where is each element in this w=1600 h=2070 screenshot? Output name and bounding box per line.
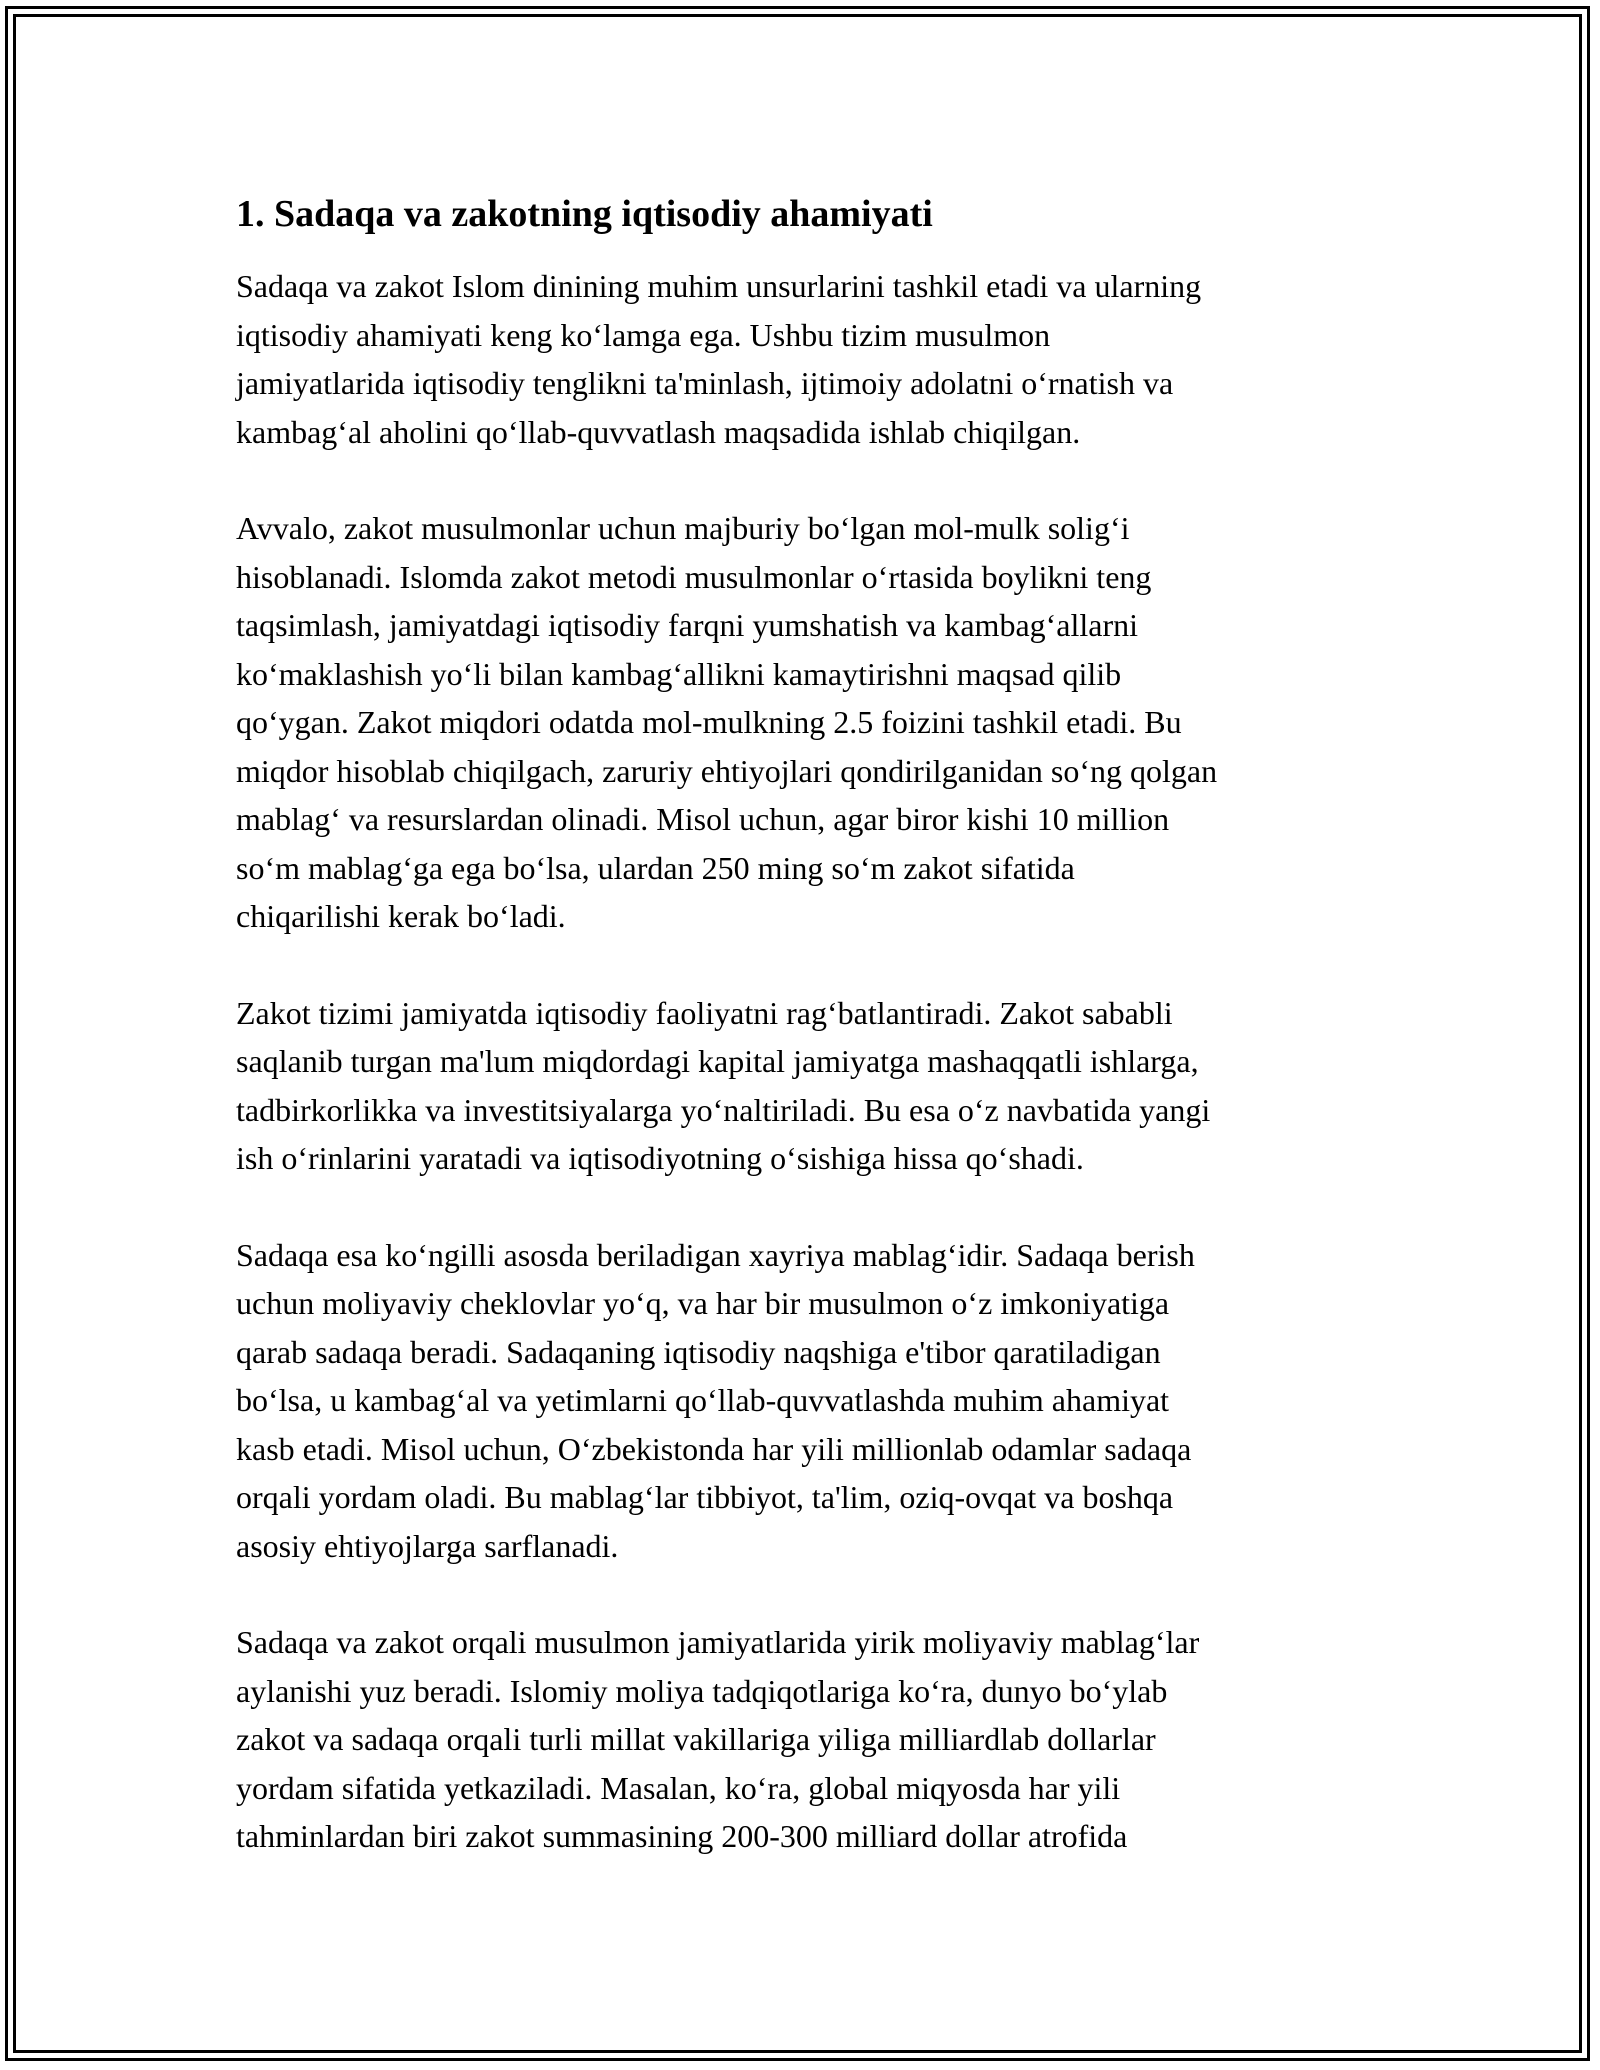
paragraph-1 [236,262,1386,456]
text-line: jamiyatlarida iqtisodiy tenglikni ta'minlash, ijtimoiy adolatni o‘rnatish va [236,365,1174,401]
text-line: saqlanib turgan ma'lum miqdordagi kapital jamiyatga mashaqqatli ishlarga, [236,1043,1199,1079]
text-line: ish o‘rinlarini yaratadi va iqtisodiyotning o‘sishiga hissa qo‘shadi. [236,1140,1084,1176]
paragraph-5 [236,1618,1386,1861]
section-heading: 1. Sadaqa va zakotning iqtisodiy ahamiyati [236,193,933,235]
text-line: ko‘maklashish yo‘li bilan kambag‘allikni kamaytirishni maqsad qilib [236,655,1122,692]
document-body [236,188,1386,1909]
text-line: qarab sadaqa beradi. Sadaqaning iqtisodiy naqshiga e'tibor qaratiladigan [236,1333,1161,1370]
text-line: taqsimlash, jamiyatdagi iqtisodiy farqni yumshatish va kambag‘allarni [236,607,1139,643]
text-line: Avvalo, zakot musulmonlar uchun majburiy bo‘lgan mol-mulk solig‘i [236,510,1130,546]
text-line: Zakot tizimi jamiyatda iqtisodiy faoliyatni rag‘batlantiradi. Zakot sababli [236,994,1173,1031]
text-line: so‘m mablag‘ga ega bo‘lsa, ulardan 250 ming so‘m zakot sifatida [236,849,1075,886]
text-line: hisoblanadi. Islomda zakot metodi musulmonlar o‘rtasida boylikni teng [236,558,1152,595]
text-line: yordam sifatida yetkaziladi. Masalan, ko‘ra, global miqyosda har yili [236,1769,1121,1806]
text-line: qo‘ygan. Zakot miqdori odatda mol-mulkning 2.5 foizini tashkil etadi. Bu [236,704,1182,740]
text-line: bo‘lsa, u kambag‘al va yetimlarni qo‘llab-quvvatlashda muhim ahamiyat [236,1382,1170,1418]
text-line: kambag‘al aholini qo‘llab-quvvatlash maqsadida ishlab chiqilgan. [236,413,1081,450]
text-line: orqali yordam oladi. Bu mablag‘lar tibbiyot, ta'lim, oziq-ovqat va boshqa [236,1479,1174,1515]
text-line: Sadaqa esa ko‘ngilli asosda beriladigan xayriya mablag‘idir. Sadaqa berish [236,1236,1195,1273]
paragraph-2 [236,504,1386,941]
text-line: mablag‘ va resurslardan olinadi. Misol uchun, agar biror kishi 10 million [236,801,1170,837]
text-line: aylanishi yuz beradi. Islomiy moliya tadqiqotlariga ko‘ra, dunyo bo‘ylab [236,1672,1168,1709]
text-line: tahminlardan biri zakot summasining 200-300 milliard dollar atrofida [236,1818,1128,1854]
text-line: Sadaqa va zakot orqali musulmon jamiyatlarida yirik moliyaviy mablag‘lar [236,1624,1200,1660]
text-line: asosiy ehtiyojlarga sarflanadi. [236,1527,619,1564]
paragraph-3 [236,989,1386,1183]
text-line: iqtisodiy ahamiyati keng ko‘lamga ega. Ushbu tizim musulmon [236,316,1051,353]
paragraph-4 [236,1231,1386,1571]
text-line: kasb etadi. Misol uchun, O‘zbekistonda har yili millionlab odamlar sadaqa [236,1430,1192,1467]
text-line: Sadaqa va zakot Islom dinining muhim unsurlarini tashkil etadi va ularning [236,268,1202,304]
text-line: chiqarilishi kerak bo‘ladi. [236,898,566,934]
text-line: miqdor hisoblab chiqilgach, zaruriy ehtiyojlari qondirilganidan so‘ng qolgan [236,752,1218,789]
text-line: uchun moliyaviy cheklovlar yo‘q, va har bir musulmon o‘z imkoniyatiga [236,1285,1170,1321]
text-line: tadbirkorlikka va investitsiyalarga yo‘naltiriladi. Bu esa o‘z navbatida yangi [236,1091,1211,1128]
text-line: zakot va sadaqa orqali turli millat vakillariga yiliga milliardlab dollarlar [236,1721,1156,1757]
